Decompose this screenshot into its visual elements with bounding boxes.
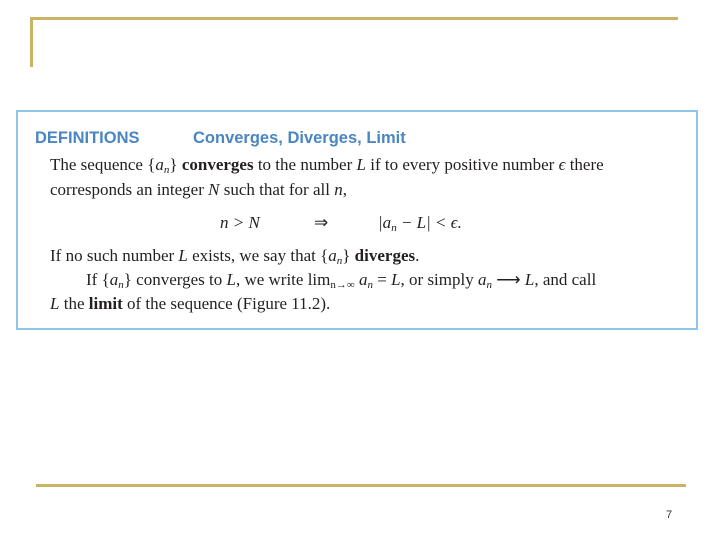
slide-frame-top-rule	[30, 17, 678, 20]
term-limit: limit	[88, 294, 123, 313]
definition-line-3: If no such number L exists, we say that $\{a_n\}$ diverges.	[50, 246, 420, 267]
definition-header	[35, 129, 406, 148]
definition-line-4: If $\{a_n\}$ converges to L, we write $\lim_{n\to\infty} a_n = L$, or simply $a_n$ ⟶ L, and call	[86, 270, 597, 291]
math-condition: n > N	[220, 213, 260, 232]
definition-title: Converges, Diverges, Limit	[193, 129, 406, 147]
term-diverges: diverges	[354, 246, 416, 265]
math-inequality: $|a_n - L| < \epsilon$.	[378, 213, 462, 234]
term-converges: converges	[181, 155, 254, 174]
definition-line-1: The sequence $\{a_n\}$ converges to the number L if to every positive number ϵ there	[50, 155, 604, 176]
implies-arrow: ⇒	[314, 213, 329, 232]
page-number: 7	[666, 509, 673, 521]
definition-line-2: corresponds an integer N such that for all n,	[50, 180, 347, 199]
definition-line-5: L the limit of the sequence (Figure 11.2).	[50, 294, 331, 313]
slide-frame-left-rule	[30, 17, 33, 67]
slide-footer-rule	[36, 484, 686, 487]
definition-label: DEFINITIONS	[35, 129, 140, 147]
